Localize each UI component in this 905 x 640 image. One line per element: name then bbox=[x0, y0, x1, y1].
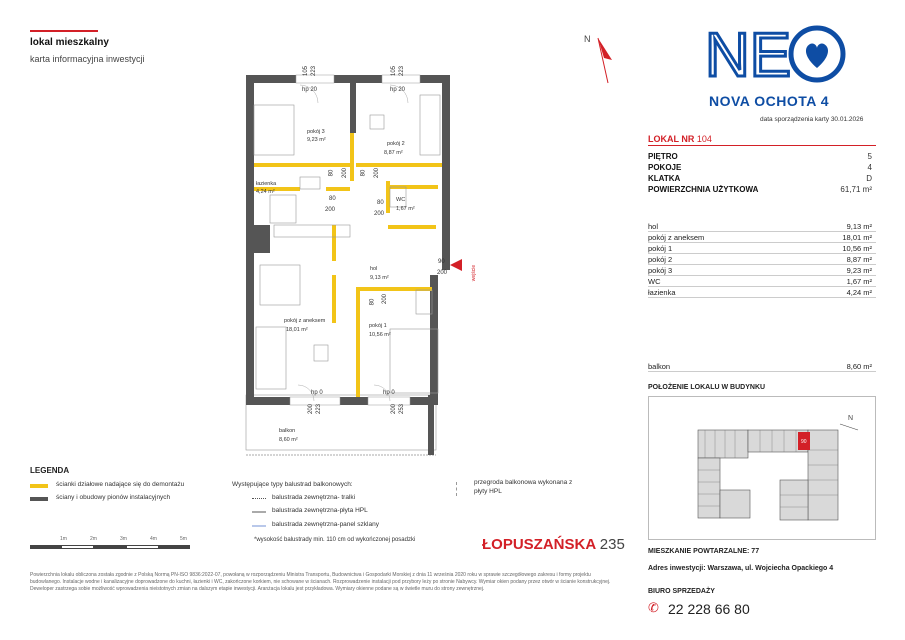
balustrade-icon-hpl bbox=[252, 511, 266, 513]
scale-label: 5m bbox=[180, 536, 187, 542]
door-dim: 200 bbox=[325, 207, 336, 213]
balustrade-icon-tralki bbox=[252, 498, 266, 500]
unit-highlight-label: 90 bbox=[801, 439, 807, 445]
street-logo bbox=[482, 536, 625, 553]
plan-room-label: pokój z aneksem bbox=[284, 318, 326, 324]
project-name: NOVA OCHOTA 4 bbox=[709, 93, 830, 109]
room-row bbox=[648, 244, 876, 254]
summary-row bbox=[648, 163, 876, 172]
door-dim: 80 bbox=[377, 200, 384, 206]
unit-label: LOKAL NR bbox=[648, 134, 695, 144]
plan-room-area: 9,23 m² bbox=[307, 137, 326, 143]
balustrade-item: balustrada zewnętrzna- tralki bbox=[272, 494, 356, 501]
investment-address: Adres inwestycji: Warszawa, ul. Wojciecha Opackiego 4 bbox=[648, 565, 834, 572]
legend-swatch-gray bbox=[30, 497, 48, 501]
room-row bbox=[648, 233, 876, 243]
balcony-label: balkon bbox=[648, 362, 671, 371]
summary-label: POWIERZCHNIA UŻYTKOWA bbox=[648, 185, 759, 194]
height-label: hp 20 bbox=[390, 87, 406, 93]
window-dim: 223 bbox=[316, 403, 323, 415]
entrance-arrow-icon bbox=[450, 259, 462, 271]
room-row bbox=[648, 277, 876, 287]
room-area: 10,56 m² bbox=[842, 244, 872, 253]
plan-room-area: 1,67 m² bbox=[396, 206, 415, 212]
balustrade-note: *wysokość balustrady min. 110 cm od wykończonej posadzki bbox=[254, 537, 416, 543]
door-dim: 90 bbox=[438, 259, 445, 265]
legend-title: LEGENDA bbox=[30, 466, 70, 475]
plan-room-area: 18,01 m² bbox=[286, 327, 308, 333]
door-dim: 200 bbox=[437, 270, 448, 276]
door-dim: 80 bbox=[369, 298, 376, 306]
unit-heading bbox=[648, 134, 712, 144]
balcony-value: 8,60 m² bbox=[846, 362, 872, 371]
legend-item: ściany i obudowy pionów instalacyjnych bbox=[56, 494, 171, 501]
door-dim: 200 bbox=[374, 211, 385, 217]
window-dim: 223 bbox=[399, 65, 406, 77]
phone-icon: ✆ bbox=[648, 600, 659, 615]
plan-room-label: pokój 3 bbox=[307, 129, 325, 135]
summary-row bbox=[648, 174, 876, 183]
balustrade-title: Występujące typy balustrad balkonowych: bbox=[232, 481, 353, 488]
disclaimer: Powierzchnia lokalu obliczona została zgodnie z Polską Normą PN-ISO 9836:2022-07, powołaną w rozporządzeniu Ministra Transportu, Budownictwa i Gospodarki Morskiej z dnia 11 września 2020 roku w sprawie szczegółowego zakresu i formy projektu budowlanego. Instalacje wodne i kanalizacyjne doprowadzone do kuchni, łazienki i WC, zakończone korkiem, nie schowane w ścianach. Rozprowadzenie instalacji pod przybory leży po stronie Nabywcy. Wymiar okien podany przez otwór w ścianie konstrukcyjnej. Deweloper zastrzega sobie możliwość wprowadzenia nieistotnych zmian na dalszym etapie inwestycji. Aranżacja lokalu jest przykładowa. Wymiary okienne podane są w świetle muru do strony zewnętrznej. bbox=[30, 572, 611, 592]
summary-label: KLATKA bbox=[648, 174, 681, 183]
logo-text: NE bbox=[705, 21, 792, 88]
window-dim: 253 bbox=[399, 403, 406, 415]
balustrade-item: balustrada zewnętrzna-płyta HPL bbox=[272, 507, 368, 514]
partition-note: przegroda balkonowa wykonana z płyty HPL bbox=[474, 479, 573, 495]
room-row bbox=[648, 255, 876, 265]
summary-label: PIĘTRO bbox=[648, 152, 678, 161]
door-dim: 200 bbox=[342, 167, 349, 179]
room-row bbox=[648, 266, 876, 276]
scale-label: 1m bbox=[60, 536, 67, 542]
entrance-label: wejście bbox=[471, 264, 478, 282]
repeat-units: MIESZKANIE POWTARZALNE: 77 bbox=[648, 548, 760, 555]
plan-room-label: WC bbox=[396, 197, 406, 203]
summary-value: 5 bbox=[867, 152, 872, 161]
summary-row bbox=[648, 152, 876, 161]
plan-room-label: balkon bbox=[279, 428, 296, 434]
sales-phone[interactable]: 22 228 66 80 bbox=[668, 601, 750, 617]
partition-icon bbox=[456, 482, 460, 496]
neo-logo-icon bbox=[705, 18, 855, 88]
building-mini-map bbox=[690, 410, 860, 530]
scale-label: 2m bbox=[90, 536, 97, 542]
summary-value: 4 bbox=[867, 163, 872, 172]
location-title: POŁOŻENIE LOKALU W BUDYNKU bbox=[648, 384, 766, 391]
floor-plan bbox=[240, 65, 470, 465]
door-dim: 80 bbox=[328, 169, 335, 177]
legend-swatch-yellow bbox=[30, 484, 48, 488]
door-dim: 80 bbox=[360, 169, 367, 177]
room-area: 9,13 m² bbox=[846, 222, 872, 231]
plan-room-area: 10,56 m² bbox=[369, 332, 391, 338]
height-label: hp 0 bbox=[383, 390, 395, 396]
room-label: pokój 2 bbox=[648, 255, 673, 264]
scale-bar bbox=[30, 545, 190, 549]
brand-logo bbox=[705, 18, 865, 108]
room-area: 9,23 m² bbox=[846, 266, 872, 275]
door-dim: 80 bbox=[329, 196, 336, 202]
unit-number: 104 bbox=[696, 134, 712, 144]
plan-room-label: pokój 2 bbox=[387, 141, 405, 147]
balustrade-item: balustrada zewnętrzna-panel szklany bbox=[272, 521, 379, 528]
window-dim: 200 bbox=[308, 403, 315, 415]
room-label: WC bbox=[648, 277, 661, 286]
summary-row bbox=[648, 185, 876, 194]
plan-room-area: 8,87 m² bbox=[384, 150, 403, 156]
balcony-row bbox=[648, 362, 876, 372]
plan-room-area: 4,24 m² bbox=[256, 189, 275, 195]
room-area: 18,01 m² bbox=[842, 233, 872, 242]
plan-room-label: hol bbox=[370, 266, 378, 272]
summary-value: 61,71 m² bbox=[840, 185, 872, 194]
room-label: pokój z aneksem bbox=[648, 233, 705, 242]
north-label: N bbox=[584, 34, 591, 44]
plan-room-area: 8,60 m² bbox=[279, 437, 298, 443]
mini-north-label: N bbox=[848, 415, 854, 422]
room-row bbox=[648, 288, 876, 298]
scale-label: 3m bbox=[120, 536, 127, 542]
window-dim: 200 bbox=[391, 403, 398, 415]
room-label: hol bbox=[648, 222, 659, 231]
window-dim: 105 bbox=[303, 65, 310, 77]
balustrade-icon-glass bbox=[252, 525, 266, 527]
door-dim: 200 bbox=[374, 167, 381, 179]
window-dim: 105 bbox=[391, 65, 398, 77]
summary-label: POKOJE bbox=[648, 163, 682, 172]
room-area: 4,24 m² bbox=[846, 288, 872, 297]
door-dim: 200 bbox=[382, 293, 389, 305]
plan-room-area: 9,13 m² bbox=[370, 275, 389, 281]
room-label: pokój 1 bbox=[648, 244, 673, 253]
height-label: hp 0 bbox=[311, 390, 323, 396]
room-area: 1,67 m² bbox=[846, 277, 872, 286]
room-label: pokój 3 bbox=[648, 266, 673, 275]
room-area: 8,87 m² bbox=[846, 255, 872, 264]
height-label: hp 20 bbox=[302, 87, 318, 93]
header-accent-rule bbox=[30, 30, 98, 32]
card-date: data sporządzenia karty 30.01.2026 bbox=[760, 116, 864, 123]
room-label: łazienka bbox=[648, 288, 676, 297]
window-dim: 223 bbox=[311, 65, 318, 77]
legend-item: ścianki działowe nadające się do demontażu bbox=[56, 481, 185, 488]
unit-heading-rule bbox=[648, 145, 876, 146]
sales-title: BIURO SPRZEDAŻY bbox=[648, 588, 715, 595]
street-number: 235 bbox=[599, 536, 625, 553]
room-row bbox=[648, 222, 876, 232]
north-arrow-icon bbox=[578, 28, 618, 88]
street-name: ŁOPUSZAŃSKA bbox=[482, 536, 596, 553]
page-subtitle: karta informacyjna inwestycji bbox=[30, 54, 145, 64]
plan-room-label: łazienka bbox=[256, 181, 277, 187]
scale-label: 4m bbox=[150, 536, 157, 542]
page-title: lokal mieszkalny bbox=[30, 37, 109, 48]
plan-room-label: pokój 1 bbox=[369, 323, 387, 329]
summary-value: D bbox=[866, 174, 872, 183]
